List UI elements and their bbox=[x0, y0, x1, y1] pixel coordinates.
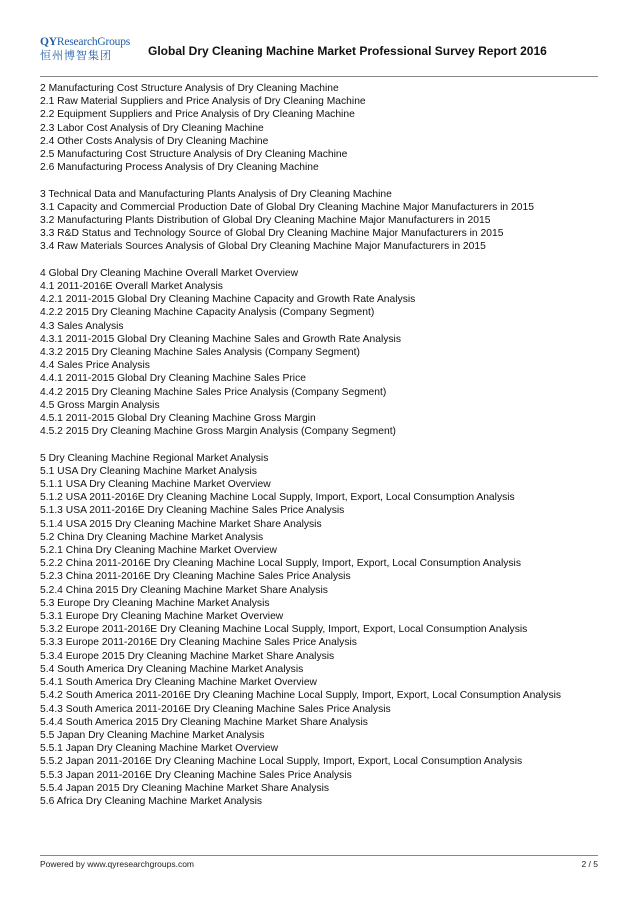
toc-entry: 2.4 Other Costs Analysis of Dry Cleaning Machine bbox=[40, 135, 269, 147]
toc-entry: 5.5.1 Japan Dry Cleaning Machine Market Overview bbox=[40, 743, 279, 755]
document-title: Global Dry Cleaning Machine Market Professional Survey Report 2016 bbox=[148, 44, 547, 58]
toc-entry: 4.2.1 2011-2015 Global Dry Cleaning Machine Capacity and Growth Rate Analysis bbox=[40, 294, 416, 306]
logo-chinese-name: 恒州博智集团 bbox=[40, 49, 112, 62]
footer-divider bbox=[40, 855, 598, 856]
toc-entry: 2.1 Raw Material Suppliers and Price Analysis of Dry Cleaning Machine bbox=[40, 96, 366, 108]
toc-entry: 5.2.1 China Dry Cleaning Machine Market Overview bbox=[40, 545, 277, 557]
toc-entry: 2.6 Manufacturing Process Analysis of Dry Cleaning Machine bbox=[40, 162, 319, 174]
toc-entry: 4.4.2 2015 Dry Cleaning Machine Sales Price Analysis (Company Segment) bbox=[40, 386, 387, 398]
company-logo bbox=[40, 36, 140, 70]
toc-entry: 4.3 Sales Analysis bbox=[40, 320, 124, 332]
footer-website: Powered by www.qyresearchgroups.com bbox=[40, 859, 195, 869]
header-divider bbox=[40, 76, 598, 77]
toc-section bbox=[40, 267, 600, 439]
toc-entry: 3.4 Raw Materials Sources Analysis of Global Dry Cleaning Machine Major Manufacturers in 2015 bbox=[40, 241, 486, 253]
toc-entry: 2.3 Labor Cost Analysis of Dry Cleaning Machine bbox=[40, 122, 264, 134]
toc-entry: 5.5.3 Japan 2011-2016E Dry Cleaning Machine Sales Price Analysis bbox=[40, 769, 352, 781]
logo-qy: QY bbox=[40, 36, 57, 48]
toc-entry: 2.2 Equipment Suppliers and Price Analysis of Dry Cleaning Machine bbox=[40, 109, 355, 121]
toc-entry: 5.1.2 USA 2011-2016E Dry Cleaning Machine Local Supply, Import, Export, Local Consumption Analysis bbox=[40, 492, 515, 504]
toc-entry: 4.5 Gross Margin Analysis bbox=[40, 399, 160, 411]
toc-section bbox=[40, 82, 600, 174]
toc-entry: 5.1.1 USA Dry Cleaning Machine Market Overview bbox=[40, 479, 271, 491]
toc-entry: 5.3.3 Europe 2011-2016E Dry Cleaning Machine Sales Price Analysis bbox=[40, 637, 357, 649]
toc-entry: 5.5.2 Japan 2011-2016E Dry Cleaning Machine Local Supply, Import, Export, Local Consumption Analysis bbox=[40, 756, 523, 768]
toc-entry: 5.2.4 China 2015 Dry Cleaning Machine Market Share Analysis bbox=[40, 584, 328, 596]
toc-chapter-heading: 2 Manufacturing Cost Structure Analysis of Dry Cleaning Machine bbox=[40, 83, 339, 94]
toc-entry: 4.4.1 2011-2015 Global Dry Cleaning Machine Sales Price bbox=[40, 373, 306, 385]
page-number: 2 / 5 bbox=[581, 859, 598, 869]
toc-entry: 4.1 2011-2016E Overall Market Analysis bbox=[40, 281, 223, 293]
toc-entry: 5.3.4 Europe 2015 Dry Cleaning Machine Market Share Analysis bbox=[40, 650, 335, 662]
toc-entry: 5.4.1 South America Dry Cleaning Machine Market Overview bbox=[40, 677, 317, 689]
toc-entry: 5.3.2 Europe 2011-2016E Dry Cleaning Machine Local Supply, Import, Export, Local Consumption Analysis bbox=[40, 624, 528, 636]
toc-entry: 4.3.2 2015 Dry Cleaning Machine Sales Analysis (Company Segment) bbox=[40, 347, 360, 359]
logo-research-groups: ResearchGroups bbox=[56, 36, 131, 48]
toc-chapter-heading: 3 Technical Data and Manufacturing Plants Analysis of Dry Cleaning Machine bbox=[40, 188, 392, 200]
toc-entry: 4.2.2 2015 Dry Cleaning Machine Capacity Analysis (Company Segment) bbox=[40, 307, 375, 319]
toc-entry: 5.1 USA Dry Cleaning Machine Market Analysis bbox=[40, 465, 257, 477]
toc-entry: 3.1 Capacity and Commercial Production Date of Global Dry Cleaning Machine Major Manufacturers in 2015 bbox=[40, 201, 534, 213]
toc-chapter-heading: 4 Global Dry Cleaning Machine Overall Market Overview bbox=[40, 267, 299, 279]
toc-entry: 5.2 China Dry Cleaning Machine Market Analysis bbox=[40, 531, 264, 543]
toc-chapter-heading: 5 Dry Cleaning Machine Regional Market Analysis bbox=[40, 452, 269, 464]
toc-entry: 5.3.1 Europe Dry Cleaning Machine Market Overview bbox=[40, 611, 284, 623]
toc-entry: 4.5.2 2015 Dry Cleaning Machine Gross Margin Analysis (Company Segment) bbox=[40, 426, 396, 438]
toc-entry: 2.5 Manufacturing Cost Structure Analysis of Dry Cleaning Machine bbox=[40, 149, 348, 161]
table-of-contents bbox=[40, 82, 600, 821]
toc-entry: 5.1.4 USA 2015 Dry Cleaning Machine Market Share Analysis bbox=[40, 518, 322, 530]
toc-entry: 5.5.4 Japan 2015 Dry Cleaning Machine Market Share Analysis bbox=[40, 782, 330, 794]
toc-section bbox=[40, 452, 600, 808]
toc-section bbox=[40, 188, 600, 254]
toc-entry: 5.3 Europe Dry Cleaning Machine Market Analysis bbox=[40, 597, 270, 609]
toc-entry: 5.5 Japan Dry Cleaning Machine Market Analysis bbox=[40, 729, 265, 741]
toc-entry: 5.1.3 USA 2011-2016E Dry Cleaning Machine Sales Price Analysis bbox=[40, 505, 345, 517]
toc-entry: 5.4 South America Dry Cleaning Machine Market Analysis bbox=[40, 663, 304, 675]
toc-entry: 4.3.1 2011-2015 Global Dry Cleaning Machine Sales and Growth Rate Analysis bbox=[40, 333, 401, 345]
toc-entry: 3.2 Manufacturing Plants Distribution of Global Dry Cleaning Machine Major Manufacturers in 2015 bbox=[40, 215, 491, 227]
toc-entry: 4.5.1 2011-2015 Global Dry Cleaning Machine Gross Margin bbox=[40, 413, 316, 425]
toc-entry: 4.4 Sales Price Analysis bbox=[40, 360, 150, 372]
toc-entry: 5.4.4 South America 2015 Dry Cleaning Machine Market Share Analysis bbox=[40, 716, 368, 728]
toc-entry: 5.4.2 South America 2011-2016E Dry Cleaning Machine Local Supply, Import, Export, Local Consumption Analysis bbox=[40, 690, 562, 702]
toc-entry: 5.2.2 China 2011-2016E Dry Cleaning Machine Local Supply, Import, Export, Local Consumption Analysis bbox=[40, 558, 521, 570]
toc-entry: 5.6 Africa Dry Cleaning Machine Market Analysis bbox=[40, 795, 263, 807]
logo-wordmark bbox=[40, 36, 140, 49]
toc-entry: 3.3 R&D Status and Technology Source of Global Dry Cleaning Machine Major Manufacturers in 2015 bbox=[40, 228, 504, 240]
toc-entry: 5.4.3 South America 2011-2016E Dry Cleaning Machine Sales Price Analysis bbox=[40, 703, 391, 715]
toc-entry: 5.2.3 China 2011-2016E Dry Cleaning Machine Sales Price Analysis bbox=[40, 571, 351, 583]
page-header bbox=[40, 36, 598, 74]
